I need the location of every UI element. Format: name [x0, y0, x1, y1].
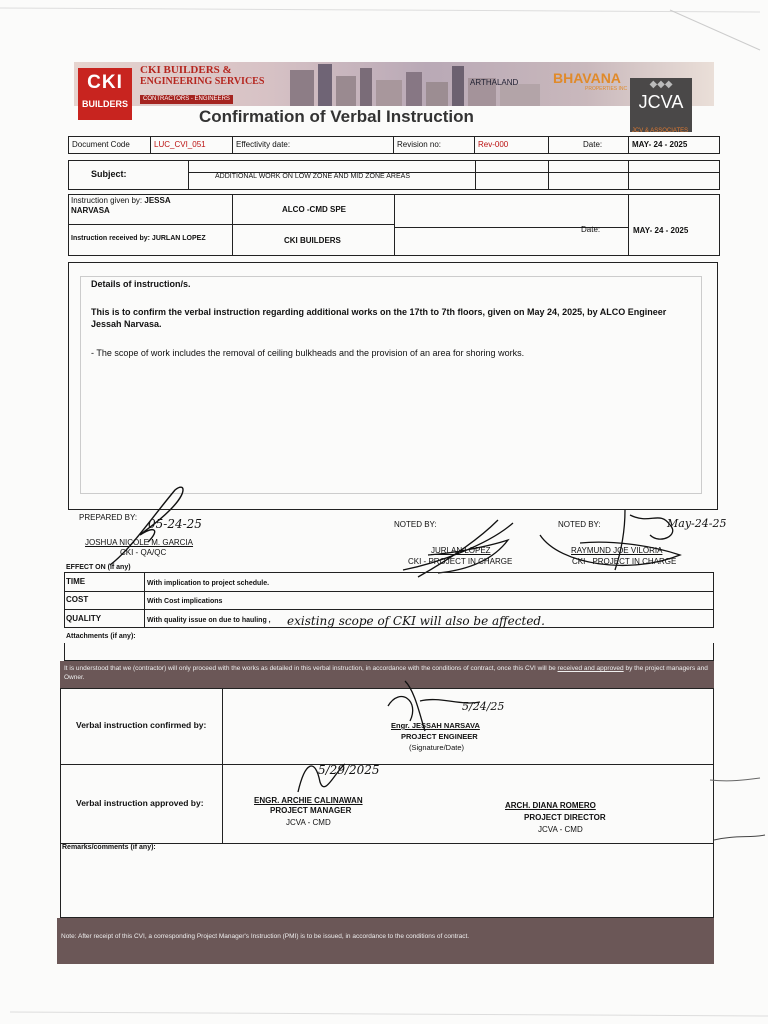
pm-name: ENGR. ARCHIE CALINAWAN — [254, 796, 363, 805]
doc-code-value: LUC_CVI_051 — [154, 140, 206, 149]
pd-org: JCVA - CMD — [538, 825, 583, 834]
effect-cost-label: COST — [66, 595, 89, 604]
effectivity-label: Effectivity date: — [236, 140, 291, 149]
effect-cost-value: With Cost implications — [147, 598, 223, 605]
notice-text-1: It is understood that we (contractor) will only proceed with the works as detailed in this verbal instruction, in accordance with the conditions of contract, once this CVI will be — [64, 665, 556, 672]
instruction-date-label: Date: — [581, 225, 601, 234]
prepared-by-label: PREPARED BY: — [79, 513, 138, 522]
noted-by-1-label: NOTED BY: — [394, 520, 437, 529]
jcva-mark-icon: ◆◆◆ — [649, 79, 673, 90]
noted-by-2-label: NOTED BY: — [558, 520, 601, 529]
effect-time-label: TIME — [66, 577, 86, 586]
cki-logo-sub: BUILDERS — [81, 99, 128, 109]
details-heading: Details of instruction/s. — [91, 279, 191, 289]
given-by-org: ALCO -CMD SPE — [282, 205, 346, 214]
confirmed-name: Engr. JESSAH NARSAVA — [391, 721, 480, 730]
details-paragraph-2: - The scope of work includes the removal of ceiling bulkheads and the provision of an area for shoring works. — [91, 348, 525, 358]
arthaland-logo: ARTHALAND — [470, 78, 519, 87]
bhavana-logo: BHAVANA — [553, 70, 621, 86]
page-title: Confirmation of Verbal Instruction — [199, 107, 474, 126]
cki-logo-letters: CKI — [87, 72, 123, 93]
prepared-role: CKI - QA/QC — [120, 548, 167, 557]
jcva-sub: JCV & ASSOCIATES — [631, 128, 689, 134]
pd-role: PROJECT DIRECTOR — [524, 813, 606, 822]
prepared-date: 05-24-25 — [148, 517, 202, 531]
subject-label: Subject: — [91, 169, 127, 179]
received-by-name: JURLAN LOPEZ — [151, 235, 206, 242]
confirmed-date: 5/24/25 — [462, 700, 505, 713]
company-name-line1: CKI BUILDERS & — [140, 64, 232, 76]
revision-label: Revision no: — [397, 140, 442, 149]
date-value: MAY- 24 - 2025 — [632, 140, 688, 149]
company-tagline: CONTRACTORS - ENGINEERS — [140, 95, 233, 104]
effect-time-value: With implication to project schedule. — [147, 580, 270, 587]
instruction-date-value: MAY- 24 - 2025 — [633, 226, 689, 235]
effect-heading: EFFECT ON (if any) — [66, 564, 131, 571]
received-by-org: CKI BUILDERS — [284, 236, 341, 245]
approved-by-label: Verbal instruction approved by: — [76, 798, 204, 808]
notice-text-2: received and approved — [557, 665, 624, 672]
revision-value: Rev-000 — [478, 140, 509, 149]
noted-by-2-date: May-24-25 — [667, 517, 727, 530]
subject-value: ADDITIONAL WORK ON LOW ZONE AND MID ZONE AREAS — [215, 173, 410, 180]
details-paragraph-1: This is to confirm the verbal instruction regarding additional works on the 17th to 7th floors, given on May 24, 2025, by ALCO Engineer Jessah Narvasa. — [91, 307, 667, 329]
pm-role: PROJECT MANAGER — [270, 806, 352, 815]
notice-text-3: by the project managers and Owner. — [64, 665, 708, 681]
approved-date: 5/29/2025 — [318, 763, 380, 777]
bhavana-sub: PROPERTIES INC — [585, 86, 628, 92]
effect-quality-label: QUALITY — [66, 614, 102, 623]
confirmed-role: PROJECT ENGINEER — [401, 732, 478, 741]
noted-by-2-role: CKI - PROJECT IN CHARGE — [572, 557, 677, 566]
given-by-label: Instruction given by: — [71, 196, 143, 205]
effect-quality-value: With quality issue on due to hauling , — [147, 617, 271, 624]
given-by-name-1: JESSA — [144, 196, 171, 205]
doc-code-label: Document Code — [72, 140, 130, 149]
attachments-label: Attachments (if any): — [66, 633, 136, 640]
jcva-letters: JCVA — [638, 92, 684, 112]
quality-handwritten-note: existing scope of CKI will also be affected. — [287, 614, 545, 628]
confirmed-note: (Signature/Date) — [409, 743, 465, 752]
company-name-line2: ENGINEERING SERVICES — [140, 76, 265, 87]
remarks-label: Remarks/comments (if any): — [62, 844, 156, 851]
noted-by-1-role: CKI - PROJECT IN CHARGE — [408, 557, 513, 566]
pm-org: JCVA - CMD — [286, 818, 331, 827]
pd-name: ARCH. DIANA ROMERO — [505, 801, 596, 810]
confirmed-by-label: Verbal instruction confirmed by: — [76, 720, 207, 730]
noted-by-1-name: JURLAN LOPEZ — [431, 546, 491, 555]
given-by-name-2: NARVASA — [71, 206, 110, 215]
prepared-name: JOSHUA NICOLE M. GARCIA — [85, 538, 194, 547]
footer-note-text: Note: After receipt of this CVI, a corresponding Project Manager's Instruction (PMI) is to be issued, in accordance to the conditions of contract. — [61, 933, 470, 940]
date-label: Date: — [583, 140, 603, 149]
noted-by-2-name: RAYMUND JOE VILORIA — [571, 546, 663, 555]
received-by-label: Instruction received by: — [71, 235, 150, 242]
